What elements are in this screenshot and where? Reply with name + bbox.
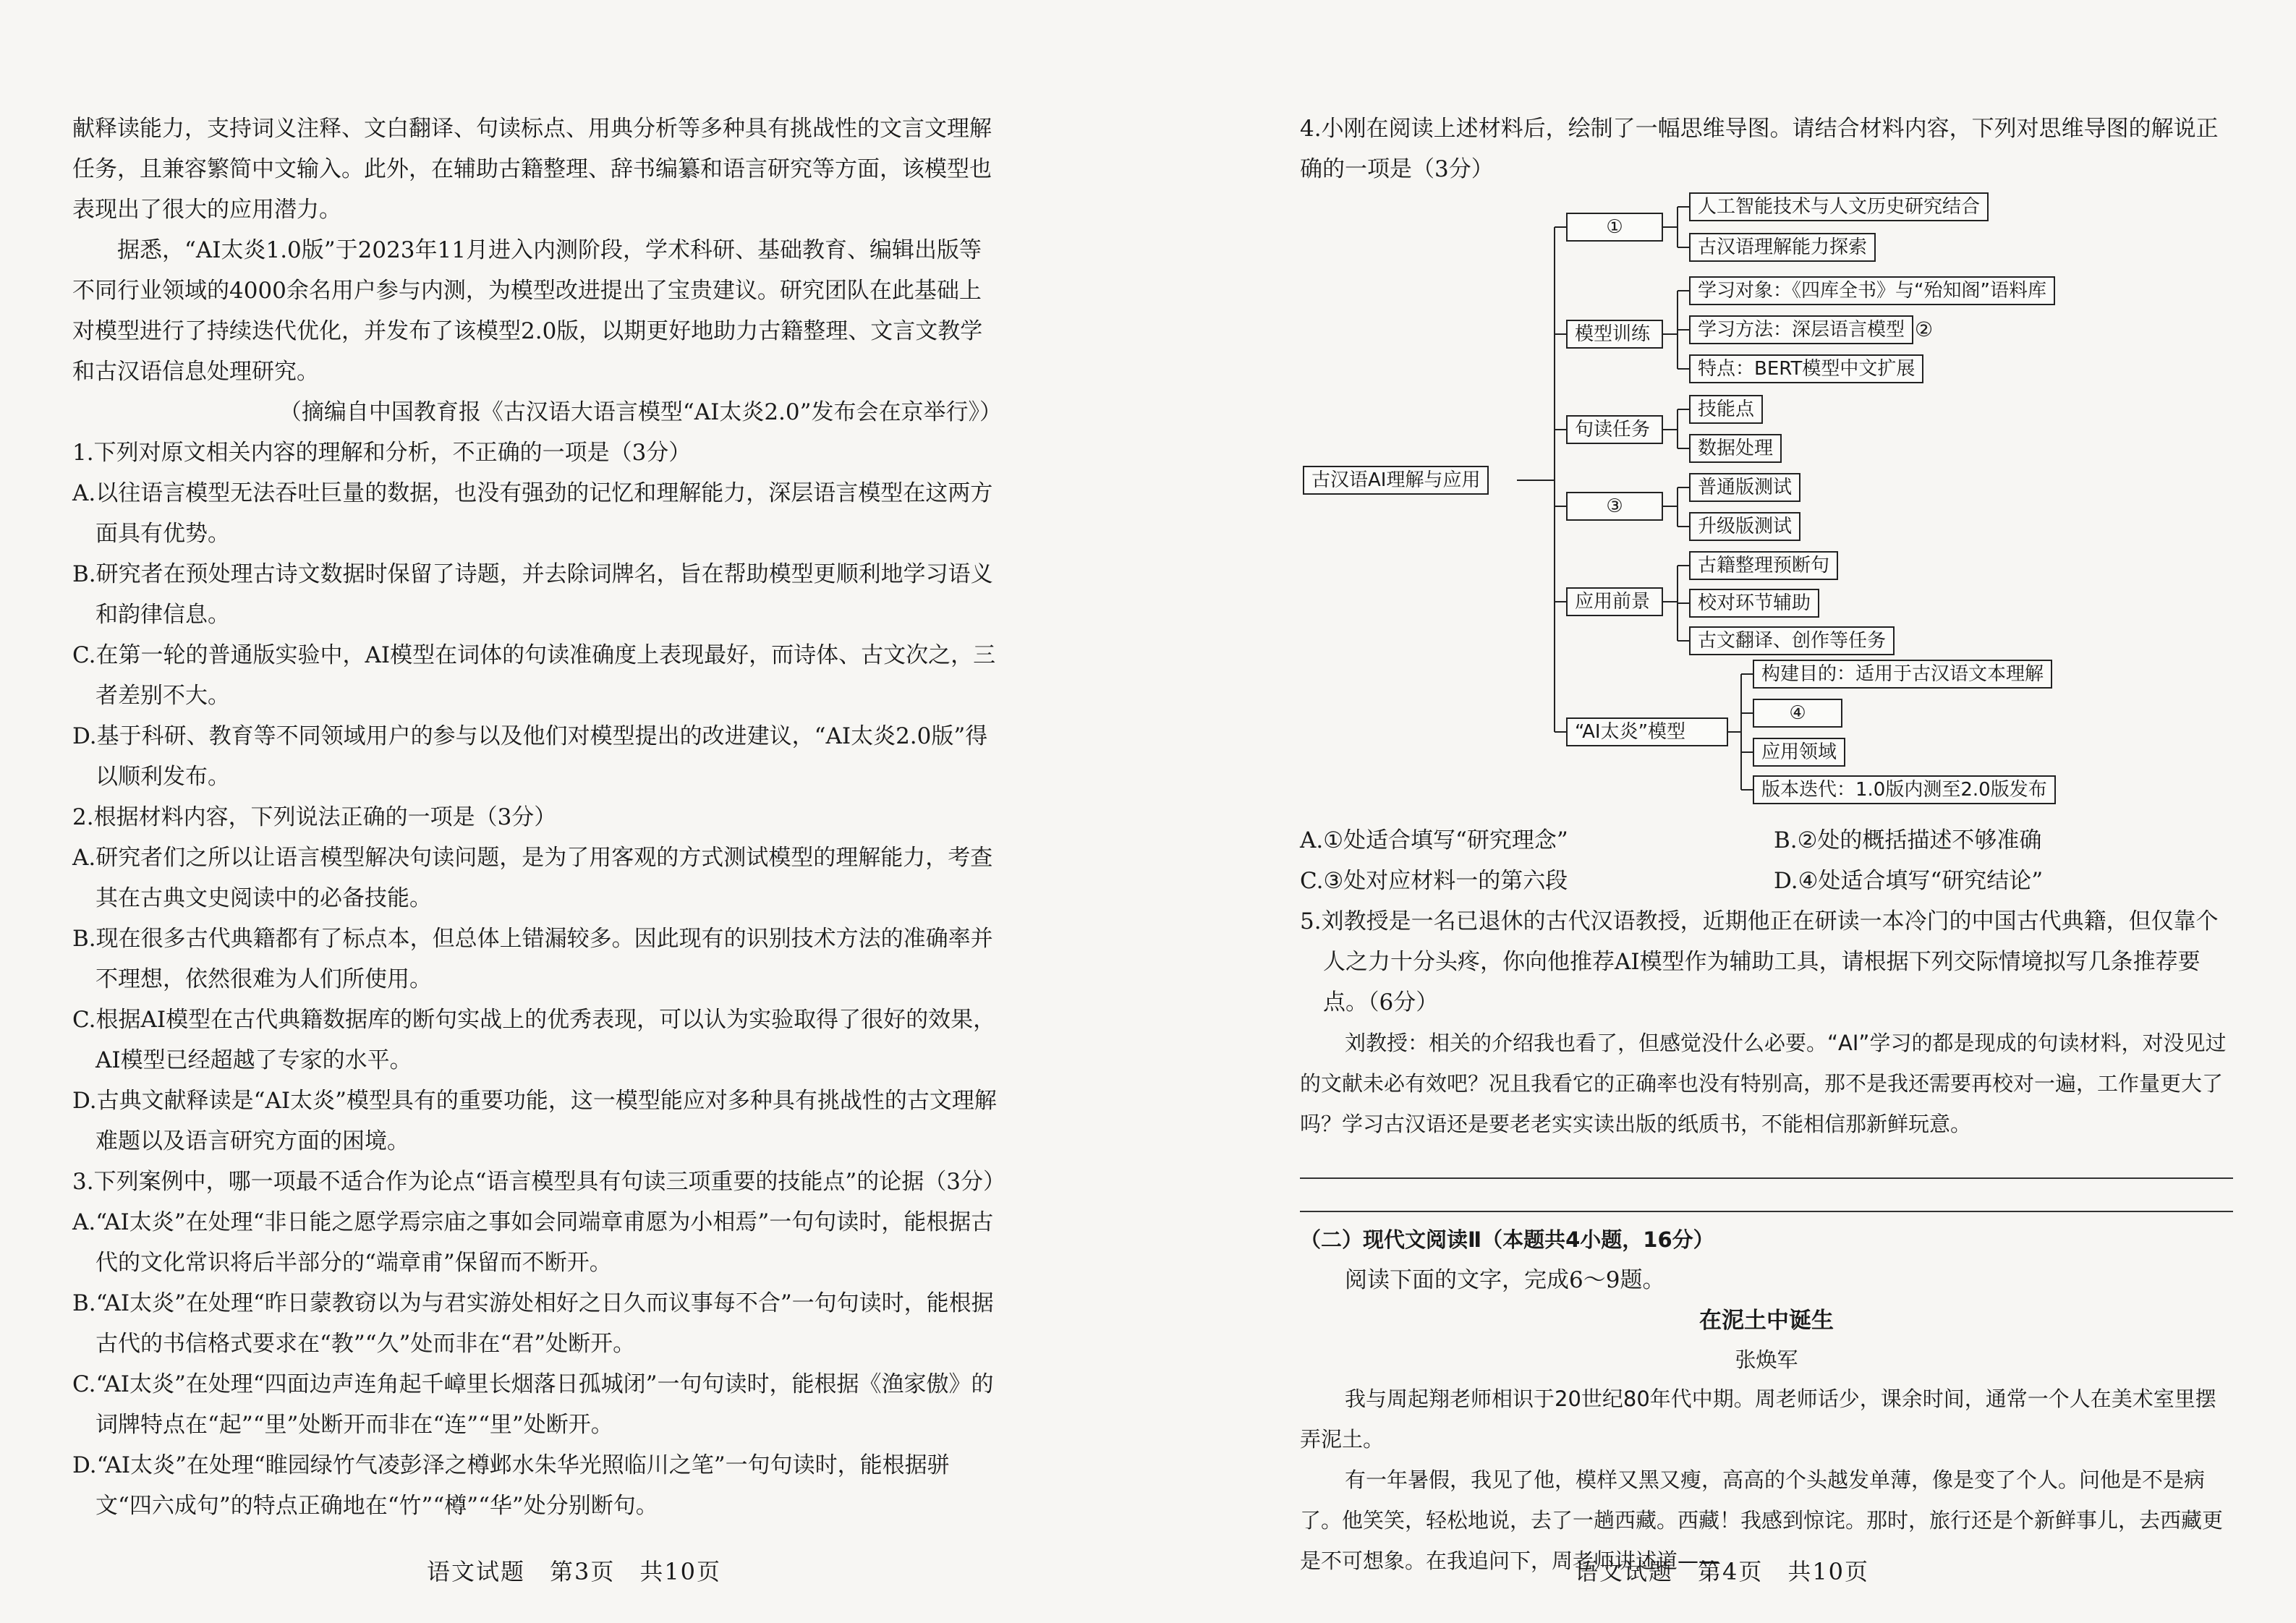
q3-option-b: B.“AI太炎”在处理“昨日蒙教窃以为与君实游处相好之日久而议事每不合”一句句读时，能根据古代的书信格式要求在“教”“久”处而非在“君”处断开。 bbox=[72, 1290, 994, 1357]
q2-option-c: C.根据AI模型在古代典籍数据库的断句实战上的优秀表现，可以认为实验取得了很好的效果，AI模型已经超越了专家的水平。 bbox=[72, 1007, 996, 1073]
right-column bbox=[1300, 108, 2233, 1581]
mind-map-branch-2: 模型训练 bbox=[1566, 320, 1663, 349]
mind-map-leaf: 古文翻译、创作等任务 bbox=[1689, 626, 1895, 655]
mind-map-branch-1: ① bbox=[1566, 213, 1663, 242]
answer-line bbox=[1300, 1211, 2233, 1212]
answer-line bbox=[1300, 1177, 2233, 1179]
q4-option-c: C.③处对应材料一的第六段 bbox=[1300, 868, 1568, 894]
q1-option-c: C.在第一轮的普通版实验中，AI模型在词体的句读准确度上表现最好，而诗体、古文次之，三者差别不大。 bbox=[72, 642, 996, 709]
mind-map-leaf: 版本迭代：1.0版内测至2.0版发布 bbox=[1753, 775, 2056, 804]
right-page bbox=[1148, 0, 2296, 1623]
q1-option-d: D.基于科研、教育等不同领域用户的参与以及他们对模型提出的改进建议，“AI太炎2.0版”得以顺利发布。 bbox=[72, 723, 988, 790]
question-5-stem: 5.刘教授是一名已退休的古代汉语教授，近期他正在研读一本冷门的中国古代典籍，但仅靠个人之力十分头疼，你向他推荐AI模型作为辅助工具，请根据下列交际情境拟写几条推荐要点。（6分） bbox=[1300, 908, 2219, 1015]
q4-option-d: D.④处适合填写“研究结论” bbox=[1774, 868, 2044, 894]
article-paragraph: 有一年暑假，我见了他，模样又黑又瘦，高高的个头越发单薄，像是变了个人。问他是不是病了。他笑笑，轻松地说，去了一趟西藏。西藏！我感到惊诧。那时，旅行还是个新鲜事儿，去西藏更是不可想象。在我追问下，周老师讲述道—— bbox=[1300, 1467, 2224, 1573]
mind-map-branch-3: 句读任务 bbox=[1566, 415, 1663, 444]
section-heading: （二）现代文阅读Ⅱ（本题共4小题，16分） bbox=[1300, 1227, 1714, 1252]
q2-option-a: A.研究者们之所以让语言模型解决句读问题，是为了用客观的方式测试模型的理解能力，考查其在古典文史阅读中的必备技能。 bbox=[72, 845, 993, 911]
q3-option-a: A.“AI太炎”在处理“非日能之愿学焉宗庙之事如会同端章甫愿为小相焉”一句句读时，能根据古代的文化常识将后半部分的“端章甫”保留而不断开。 bbox=[72, 1209, 994, 1276]
mind-map-leaf: 古汉语理解能力探索 bbox=[1689, 233, 1876, 262]
article-title: 在泥土中诞生 bbox=[1699, 1308, 1834, 1334]
q3-option-d: D.“AI太炎”在处理“睢园绿竹气凌彭泽之樽邺水朱华光照临川之笔”一句句读时，能根据骈文“四六成句”的特点正确地在“竹”“樽”“华”处分别断句。 bbox=[72, 1452, 950, 1519]
source-citation: （摘编自中国教育报《古汉语大语言模型“AI太炎2.0”发布会在京举行》） bbox=[279, 399, 1002, 425]
mind-map bbox=[1300, 197, 2233, 812]
mind-map-leaf-blank-4: ④ bbox=[1753, 699, 1842, 728]
mind-map-leaf: 学习对象：《四库全书》与“殆知阁”语料库 bbox=[1689, 276, 2055, 305]
q1-option-b: B.研究者在预处理古诗文数据时保留了诗题，并去除词牌名，旨在帮助模型更顺利地学习语义和韵律信息。 bbox=[72, 561, 993, 628]
q3-option-c: C.“AI太炎”在处理“四面边声连角起千嶂里长烟落日孤城闭”一句句读时，能根据《渔家傲》的词牌特点在“起”“里”处断开而非在“连”“里”处断开。 bbox=[72, 1371, 994, 1438]
mind-map-branch-5: 应用前景 bbox=[1566, 587, 1663, 616]
mind-map-leaf: 学习方法：深层语言模型 bbox=[1689, 315, 1913, 344]
mind-map-root: 古汉语AI理解与应用 bbox=[1303, 466, 1489, 495]
page-footer: 语文试题 第3页 共10页 bbox=[426, 1558, 722, 1585]
question-3-stem: 3.下列案例中，哪一项最不适合作为论点“语言模型具有句读三项重要的技能点”的论据（3分） bbox=[72, 1169, 1005, 1195]
mind-map-branch-6: “AI太炎”模型 bbox=[1566, 717, 1728, 746]
question-4-stem: 4.小刚在阅读上述材料后，绘制了一幅思维导图。请结合材料内容，下列对思维导图的解说正确的一项是（3分） bbox=[1300, 116, 2219, 182]
mind-map-leaf: 古籍整理预断句 bbox=[1689, 551, 1838, 580]
q5-quote: 刘教授：相关的介绍我也看了，但感觉没什么必要。“AI”学习的都是现成的句读材料，对没见过的文献未必有效吧？况且我看它的正确率也没有特别高，那不是我还需要再校对一遍，工作量更大了吗？学习古汉语还是要老老实实读出版的纸质书，不能相信那新鲜玩意。 bbox=[1300, 1031, 2227, 1136]
left-column bbox=[72, 108, 1005, 1526]
q4-option-b: B.②处的概括描述不够准确 bbox=[1774, 827, 2042, 853]
mind-map-leaf: 人工智能技术与人文历史研究结合 bbox=[1689, 192, 1989, 221]
mind-map-branch-4: ③ bbox=[1566, 492, 1663, 521]
q2-option-d: D.古典文献释读是“AI太炎”模型具有的重要功能，这一模型能应对多种具有挑战性的古文理解难题以及语言研究方面的困境。 bbox=[72, 1088, 997, 1154]
paragraph: 献释读能力，支持词义注释、文白翻译、句读标点、用典分析等多种具有挑战性的文言文理解任务，且兼容繁简中文输入。此外，在辅助古籍整理、辞书编纂和语言研究等方面，该模型也表现出了很大的应用潜力。 bbox=[72, 116, 992, 223]
mind-map-mark-2: ② bbox=[1915, 318, 1934, 341]
mind-map-leaf: 数据处理 bbox=[1689, 434, 1782, 463]
q1-option-a: A.以往语言模型无法吞吐巨量的数据，也没有强劲的记忆和理解能力，深层语言模型在这两方面具有优势。 bbox=[72, 480, 993, 547]
mind-map-leaf: 校对环节辅助 bbox=[1689, 589, 1819, 618]
page-footer: 语文试题 第4页 共10页 bbox=[1574, 1558, 1870, 1585]
article-author: 张焕军 bbox=[1735, 1347, 1798, 1372]
mind-map-leaf: 特点：BERT模型中文扩展 bbox=[1689, 354, 1923, 383]
question-1-stem: 1.下列对原文相关内容的理解和分析，不正确的一项是（3分） bbox=[72, 440, 692, 466]
mind-map-leaf: 构建目的：适用于古汉语文本理解 bbox=[1753, 660, 2052, 689]
mind-map-leaf: 应用领域 bbox=[1753, 738, 1845, 767]
mind-map-leaf: 升级版测试 bbox=[1689, 512, 1800, 541]
q4-options bbox=[1300, 820, 2233, 901]
q4-option-a: A.①处适合填写“研究理念” bbox=[1300, 827, 1568, 853]
mind-map-leaf: 普通版测试 bbox=[1689, 473, 1800, 502]
mind-map-leaf: 技能点 bbox=[1689, 395, 1763, 424]
section-instruction: 阅读下面的文字，完成6～9题。 bbox=[1345, 1267, 1665, 1293]
article-paragraph: 我与周起翔老师相识于20世纪80年代中期。周老师话少，课余时间，通常一个人在美术室里摆弄泥土。 bbox=[1300, 1386, 2216, 1452]
paragraph: 据悉，“AI太炎1.0版”于2023年11月进入内测阶段，学术科研、基础教育、编辑出版等不同行业领域的4000余名用户参与内测，为模型改进提出了宝贵建议。研究团队在此基础上对模型进行了持续迭代优化，并发布了该模型2.0版，以期更好地助力古籍整理、文言文教学和古汉语信息处理研究。 bbox=[72, 237, 983, 385]
q2-option-b: B.现在很多古代典籍都有了标点本，但总体上错漏较多。因此现有的识别技术方法的准确率并不理想，依然很难为人们所使用。 bbox=[72, 926, 993, 992]
question-2-stem: 2.根据材料内容，下列说法正确的一项是（3分） bbox=[72, 804, 557, 830]
